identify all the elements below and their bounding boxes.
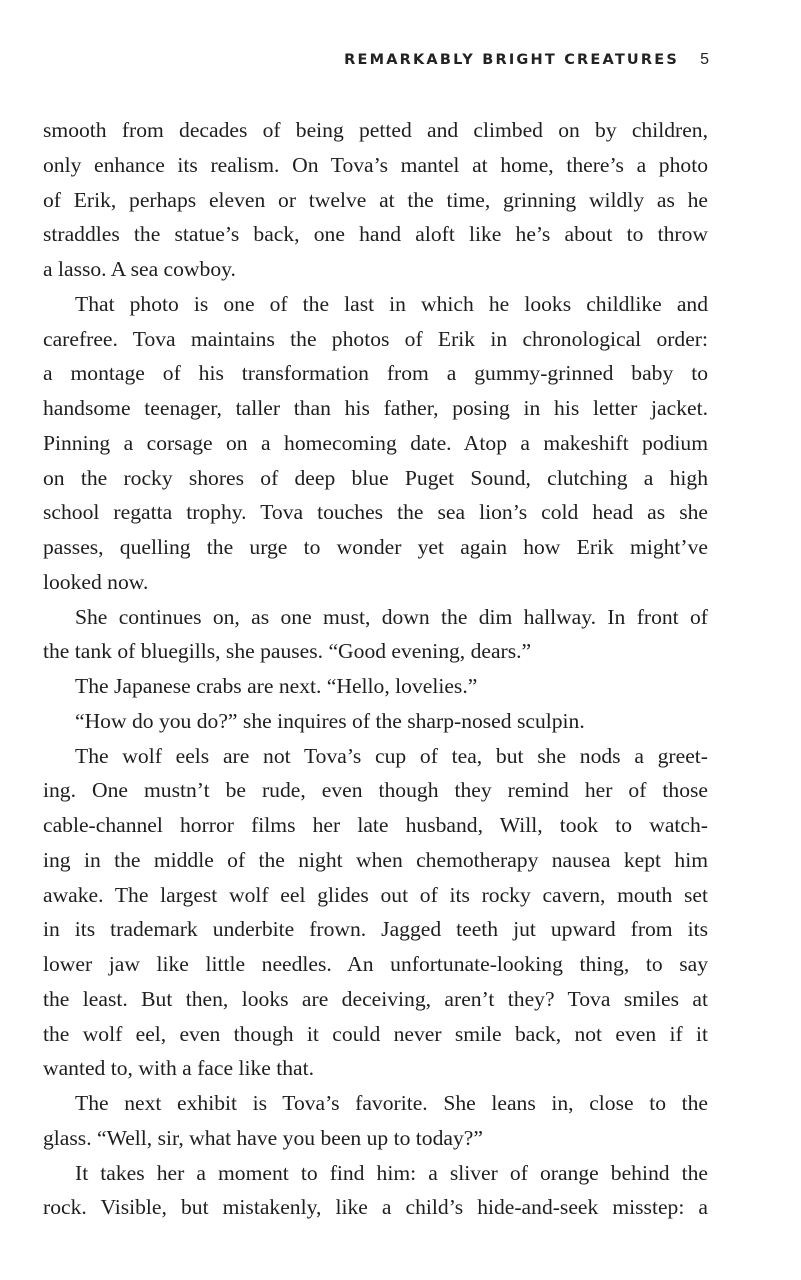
paragraph [43,704,708,739]
text-line: rock. Visible, but mistakenly, like a child’s hide-and-seek misstep: a [43,1195,708,1220]
text-line: a lasso. A sea cowboy. [43,257,236,281]
text-line: wanted to, with a face like that. [43,1056,315,1081]
page-number: 5 [700,51,709,68]
text-line: ing. One mustn’t be rude, even though they remind her of those [43,778,708,803]
paragraph [43,287,708,600]
body-text [43,113,708,1225]
paragraph [43,1156,708,1226]
text-line: The next exhibit is Tova’s favorite. She leans in, close to the [75,1091,708,1115]
text-line: glass. “Well, sir, what have you been up to today?” [43,1125,483,1150]
paragraph [43,600,708,670]
text-line: straddles the statue’s back, one hand aloft like he’s about to throw [43,222,708,247]
text-line: the wolf eel, even though it could never smile back, not even if it [43,1021,708,1046]
paragraph [43,1086,708,1156]
text-line: The Japanese crabs are next. “Hello, lovelies.” [75,674,478,698]
text-line: in its trademark underbite frown. Jagged teeth jut upward from its [43,917,708,942]
text-line: smooth from decades of being petted and climbed on by children, [43,118,708,142]
text-line: on the rocky shores of deep blue Puget Sound, clutching a high [43,465,708,490]
text-line: handsome teenager, taller than his father, posing in his letter jacket. [43,396,708,420]
text-line: of Erik, perhaps eleven or twelve at the time, grinning wildly as he [43,187,708,212]
text-line: lower jaw like little needles. An unfortunate-looking thing, to say [43,952,708,976]
text-line: The wolf eels are not Tova’s cup of tea, but she nods a greet- [75,743,708,768]
text-line: It takes her a moment to find him: a sliver of orange behind the [75,1160,708,1185]
text-line: school regatta trophy. Tova touches the sea lion’s cold head as she [43,500,708,525]
running-header [0,52,801,72]
text-line: That photo is one of the last in which he looks childlike and [75,291,708,316]
running-title: REMARKABLY BRIGHT CREATURES [344,52,679,68]
text-line: cable-channel horror films her late husband, Will, took to watch- [43,813,708,837]
paragraph [43,739,708,1087]
text-line: looked now. [43,569,149,594]
text-line: the tank of bluegills, she pauses. “Good evening, dears.” [43,639,532,664]
text-line: only enhance its realism. On Tova’s mantel at home, there’s a photo [43,152,708,177]
text-line: Pinning a corsage on a homecoming date. Atop a makeshift podium [43,430,708,455]
paragraph [43,113,708,287]
text-line: She continues on, as one must, down the dim hallway. In front of [75,604,708,629]
text-line: the least. But then, looks are deceiving, aren’t they? Tova smiles at [43,986,708,1011]
text-line: passes, quelling the urge to wonder yet again how Erik might’ve [43,535,708,559]
text-line: ing in the middle of the night when chemotherapy nausea kept him [43,847,708,872]
text-line: “How do you do?” she inquires of the sharp-nosed sculpin. [75,708,585,733]
paragraph [43,669,708,704]
text-line: awake. The largest wolf eel glides out of its rocky cavern, mouth set [43,882,708,907]
text-line: a montage of his transformation from a gummy-grinned baby to [43,361,708,386]
text-line: carefree. Tova maintains the photos of Erik in chronological order: [43,326,708,351]
